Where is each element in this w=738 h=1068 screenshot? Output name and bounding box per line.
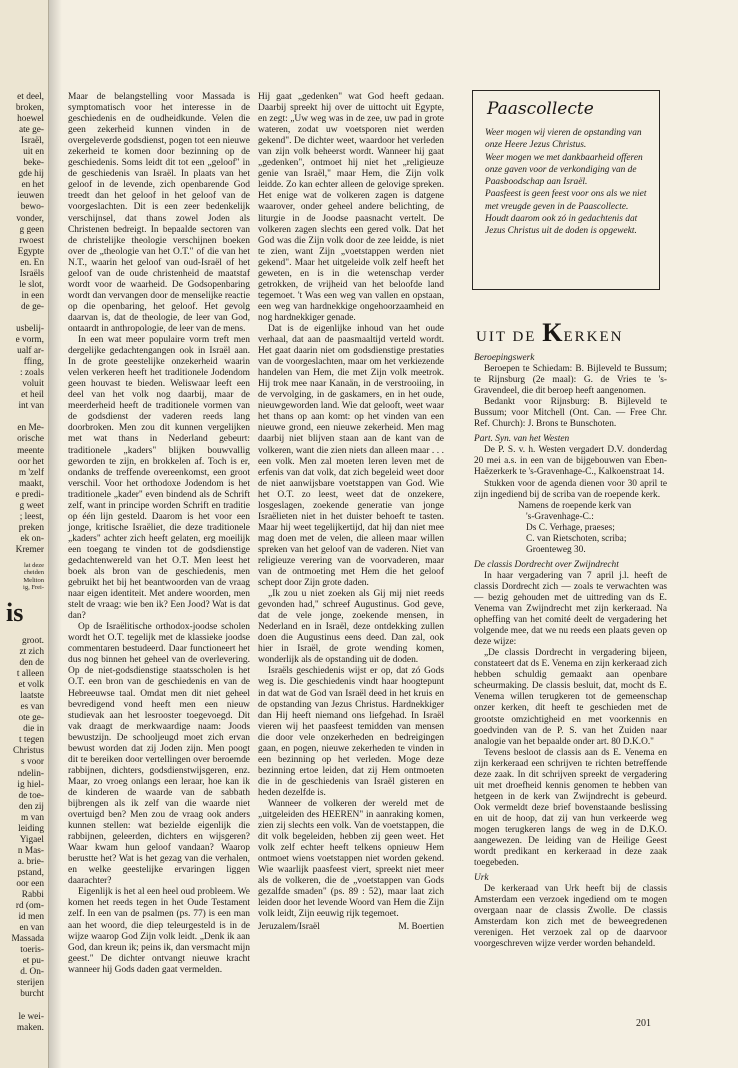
fragment-line: ; leest, — [19, 511, 44, 522]
fragment-line: Egypte — [17, 246, 44, 257]
paragraph: Bedankt voor Rijnsburg: B. Bijleveld te Bussum; voor Mitchell (Ont. Can. — Free Chr. Ref. Church): J. Brons te Bunschoten. — [474, 397, 667, 430]
fragment-line — [0, 313, 44, 324]
fragment-line: m van — [21, 812, 44, 823]
fragment-line: en het — [21, 180, 44, 191]
fragment-line: sterijen — [16, 978, 44, 989]
paragraph: Beroepen te Schiedam: B. Bijleveld te Bussum; te Rijnsburg (2e maal): G. de Vries te 's-Gravendeel, die dit beroep heeft aangenomen. — [474, 364, 667, 397]
paragraph: Op de Israëlitische orthodox-joodse scholen wordt het O.T. tegelijk met de klassieke joodse commentaren bestudeerd. Daar functioneert het dus nog binnen het geheel van de overlevering. Op de niet-godsdienstige staatsscholen is het O.T. een bron van de geschiedenis en van de Hebreeuwse taal. Omdat men dit niet geheel bevredigend vond heeft men een nieuw studievak aan het lesrooster toegevoegd. Dit vak draagt de merkwaardige naam: Joods bewustzijn. De schooljeugd moet zich ervan bewust worden dat zij Joden zijn. Men poogt dit te bereiken door vertellingen over beroemde rabbijnen, dichters, godsdienstwijsgeren, enz. Maar, zo vroeg onlangs een leraar, hoe kan ik de kinderen de waarde van de sabbath bijbrengen als ik zelf van die waarde niet overtuigd ben? Men zou de vraag ook anders kunnen stellen: wat bezielde eigenlijk die rabbijnen, geleerden, dichters en wijsgeren? Waar kwam hun geloof vandaan? Waarop berustte het? Wat is het gezag van die verhalen, en welke geestelijke ervaringen liggen daarachter? — [68, 622, 250, 887]
fragment-line: bewo- — [20, 202, 44, 213]
fragment-line: et heil — [21, 390, 44, 401]
fragment-line: burcht — [20, 989, 44, 1000]
fragment-line: Massada — [11, 934, 44, 945]
fragment-line: orische — [17, 434, 44, 445]
fragment-line: oor een — [16, 879, 44, 889]
fragment-line: en Me- — [17, 423, 44, 434]
paragraph: Stukken voor de agenda dienen voor 30 april te zijn ingediend bij de scriba van de roepende kerk. — [474, 478, 667, 500]
fragment-line: n Mas- — [17, 845, 44, 856]
paragraph: In een wat meer populaire vorm treft men dergelijke gedachtengangen ook in Israël aan. In de grote geestelijke onzekerheid waarin velen verkeren heeft het traditionele Jodendom geen houvast te bieden. Weliswaar leeft een deel van het volk nog daarbij, maar de meerderheid heeft de traditionele vormen van de godsdienst der vaderen reeds lang doorbroken. Men zou dit kunnen vergelijken met wat thans in Nederland gebeurt: traditionele „kaders" blijken bouwvallig geworden te zijn, en brokkelen af. Toch is er, ondanks de treffende overeenkomst, een groot verschil. Voor het orthodoxe Jodendom is het traditionele „kader" even bindend als de Schrift zelf, want in principe worden Schrift en traditie op één lijn gesteld. Daarom is het voor een jonge, kritische Israëliet, die deze traditionele „kaders" achter zich heeft gelaten, erg moeilijk een toegang te vinden tot de godsdienstige gedachtenwereld van het O.T. Men leest het boek als bron van de geschiedenis, men gebruikt het bij het beantwoorden van de vraag naar eigen identiteit. Met andere woorden, men stelt de vraag: wie ben ik? Een Jood? Wat is dat dan? — [68, 335, 250, 622]
fragment-line: et pu- — [22, 956, 44, 967]
box-line: Weer mogen wij vieren de opstanding van onze Heere Jezus Christus. — [485, 128, 642, 151]
fragment-line: : zoals — [19, 368, 44, 379]
fragment-line: ffing, — [23, 357, 44, 368]
fragment-line: oor het — [17, 456, 44, 467]
fragment-line: Meliton — [23, 576, 44, 584]
paragraph: De P. S. v. h. Westen vergadert D.V. donderdag 20 mei a.s. in een van de bijgebouwen van Eben-Haëzerkerk te 's-Gravenhage-C., Kalkoenstraat 14. — [474, 445, 667, 478]
fragment-line: beke- — [23, 158, 44, 169]
fragment-line: en. En — [20, 257, 44, 268]
fragment-line: es van — [20, 702, 44, 713]
paragraph: Dat is de eigenlijke inhoud van het oude verhaal, dat aan de paasmaaltijd verteld wordt. Het gaat daarin niet om godsdienstige prestaties van de voorgeslachten, maar om het verkiezende handelen van Hem, die met Zijn volk meetrok. Hij trok mee naar Kanaän, in de verstrooiing, in de vervolging, in de gaskamers, en in het oude, nieuwgeworden land. Wie dat gelooft, weet waar het thans op aan komt: op het vinden van een nieuwe grond, een nieuwe zekerheid. Men mag daarbij niet blijven staan aan de kant van de volkeren, want die zien niets dan alleen maar . . . een volk. Men zal moeten leren leven met de erfenis van dat volk, dat zich begeleid weet door de niet aanwijsbare voetstappen van God. Wie het O.T. zo leest, weet dat de onzekere, losgeslagen, zoekende generatie van jonge Israëlieten niet in het duister behoeft te tasten. Maar hij weet tegelijkertijd, dat hij dan niet mee mag doen met de velen, die alleen maar willen spreken van het geloof van de vaderen. Niet van religieuze verering van de voorvaderen, maar van de ontmoeting met Hem die het geloof schept door Zijn grote daden. — [258, 323, 444, 589]
fragment-line: toeris- — [20, 945, 44, 956]
fragment-line: meente — [17, 445, 44, 456]
fragment-line: e vorm, — [15, 335, 44, 346]
signature-author: M. Boertien — [398, 921, 444, 932]
fragment-line: ieuwen — [17, 191, 44, 202]
fragment-line — [0, 412, 44, 423]
fragment-line: Christus — [13, 746, 44, 757]
fragment-line: m 'zelf — [18, 467, 44, 478]
fragment-line: die in — [23, 724, 44, 735]
section-heading-uit-de-kerken — [476, 318, 676, 348]
fragment-line: Israël, — [21, 136, 44, 147]
box-line: Weer mogen we met dankbaarheid offeren onze gaven voor de verkondiging van de Paasboodschap aan Israël. — [485, 152, 643, 188]
subheading: Part. Syn. van het Westen — [474, 434, 570, 445]
paragraph: „Ik zou u niet zoeken als Gij mij niet reeds gevonden had," schreef Augustinus. God geve, dat de vele jonge, zoekende mensen, in Nederland en in Israël, deze ontdekking zullen doen die Augustinus eens deed. Dan zal, ook hier in Israël, de grote wending komen, wonderlijk als de opstanding uit de doden. — [258, 589, 444, 666]
fragment-line: preken — [18, 522, 44, 533]
fragment-line: gde hij — [18, 169, 44, 180]
heading-part: UIT DE — [476, 329, 543, 345]
fragment-line: hoewel — [17, 114, 44, 125]
address-line: Groenteweg 30. — [526, 544, 586, 555]
fragment-line: den de — [19, 658, 44, 669]
article-signature — [258, 922, 444, 933]
box-line: Paasfeest is geen feest voor ons als we niet met vreugde geven in de Paascollecte. — [485, 189, 647, 212]
address-line: C. van Rietschoten, scriba; — [526, 533, 627, 544]
heading-initial: K — [542, 318, 564, 347]
fragment-line: g weet — [19, 500, 44, 511]
fragment-line: broken, — [15, 103, 44, 114]
fragment-line: Israëls — [19, 268, 44, 279]
fragment-line — [0, 1001, 44, 1012]
paascollecte-box — [472, 90, 660, 290]
fragment-line: de ge- — [21, 301, 44, 312]
fragment-line: int van — [18, 401, 44, 412]
box-title: Paascollecte — [487, 99, 594, 119]
fragment-line: in een — [21, 290, 44, 301]
fragment-line: et volk — [18, 680, 44, 691]
previous-page-fragment — [0, 0, 49, 1068]
box-line: Houdt daarom ook zó in gedachtenis dat Jezus Christus uit de doden is opgewekt. — [485, 214, 638, 237]
fragment-line: e predi- — [15, 489, 44, 500]
signature-place: Jeruzalem/Israël — [258, 921, 320, 932]
fragment-line: ate ge- — [18, 125, 44, 136]
paragraph: Maar de belangstelling voor Massada is symptomatisch voor het interesse in de geschiedenis en de oudheidkunde. Velen die geen zekerheid kunnen vinden in de overgeleverde godsdienst, pogen tot een nieuwe zekerheid te komen door bezinning op de geschiedenis. Soms leidt dit tot een „geloof" in de geschiedenis van Israël. In plaats van het geloof in de levende, zich openbarende God treedt dan het geloof in het geloof van de voorgeslachten. Dit is een zeer bedenkelijk verschijnsel, dat thans zowel Joden als Christenen bedreigt. In bepaalde sectoren van de christelijke theologie verschijnen boeken over de „theologie van het O.T." of die van het N.T., waarin het geloof van oud-Israël of het geloof van de oude christenheid de maatstaf wordt voor de waarheid. De Godsopenbaring wordt dan vervangen door de menselijke reactie op die openbaring, het geloof. Het gevolg daarvan is, dat de theologie, de leer van God, ontaardt in anthropologie, de leer van de mens. — [68, 92, 250, 334]
address-line: Namens de roepende kerk van — [518, 500, 632, 511]
fragment-line: le wei- — [18, 1011, 44, 1022]
fragment-line: d. On- — [20, 967, 44, 978]
page-number: 201 — [636, 1018, 651, 1029]
address-line: Ds C. Verhage, praeses; — [526, 522, 615, 533]
paragraph: Hij gaat „gedenken" wat God heeft gedaan. Daarbij spreekt hij over de uittocht uit Egypte, en zegt: „Uw weg was in de zee, uw pad in grote wateren, zodat uw voetsporen niet werden gekend". De dichter weet, waardoor het verleden van zijn volk beheerst wordt. Wanneer hij gaat „gedenken", ontmoet hij niet het „religieuze genie van Israël," maar Hem, die Zijn volk leidde. Zo kan echter alleen de gelovige spreken. Het enige wat de volkeren zagen is datgene waarover, onder geheel andere belichting, de liturgie in de Joodse paasnacht vertelt. De volkeren zagen slechts een gered volk. Dat het God was die Zijn volk door de zee leidde, is niet te zien, want Zijn „voetstappen werden niet gekend". Maar het uitgeleide volk zelf heeft het geweten, en is in die wetenschap verder getrokken, de vrijheid van het beloofde land tegemoet. 't Was een weg van vallen en opstaan, een weg van hardnekkige ongehoorzaamheid en nog hardnekkiger genade. — [258, 92, 444, 323]
article-column-2 — [258, 92, 444, 933]
fragment-line: usbelij- — [16, 323, 44, 334]
fragment-line: id men — [18, 912, 44, 923]
fragment-line: cheiden — [23, 569, 44, 577]
fragment-line: t tegen — [18, 735, 44, 746]
fragment-line: de toe- — [18, 790, 44, 801]
fragment-line: ote ge- — [18, 713, 44, 724]
heading-part: ERKEN — [563, 329, 624, 345]
fragment-line: maken. — [16, 1022, 44, 1033]
fragment-line: t alleen — [16, 669, 44, 680]
fragment-line: uit en — [23, 147, 44, 158]
fragment-line: rwoest — [19, 235, 44, 246]
fragment-line: rd (om- — [15, 901, 44, 912]
address-line: 's-Gravenhage-C.: — [526, 511, 594, 522]
paragraph: Eigenlijk is het al een heel oud probleem. We komen het reeds tegen in het Oude Testament zelf. In een van de psalmen (ps. 77) is een man aan het woord, die diep teleurgesteld is in de wijze waarop God Zijn volk leidt. „Denk ik aan God, dan kreun ik; peins ik, dan versmacht mijn geest." De dichter ontvangt nieuwe kracht wanneer hij Gods daden gaat vermelden. — [68, 887, 250, 975]
fragment-line: ig, Frei- — [23, 584, 44, 592]
fragment-line: ndelin- — [17, 768, 44, 779]
fragment-line: ek on- — [20, 533, 44, 544]
paragraph: In haar vergadering van 7 april j.l. heeft de classis Dordrecht zich — zoals te verwachten was — bezig gehouden met de uittreding van ds E. Venema van Zwijndrecht met zijn kerkeraad. Na opheffing van het comité deelt de vergadering het volgende mee, dat we nu reeds een plaats geven op deze wijze: — [474, 570, 667, 648]
fragment-heading: is — [6, 597, 24, 627]
subheading: Urk — [474, 873, 489, 884]
fragment-line: ig hiel- — [17, 779, 44, 790]
fragment-lines — [0, 92, 44, 1034]
fragment-line: vonder, — [16, 213, 44, 224]
fragment-line: et deel, — [17, 92, 44, 102]
fragment-line: voluit — [22, 379, 44, 390]
subheading: De classis Dordrecht over Zwijndrecht — [474, 559, 619, 570]
fragment-line: g geen — [19, 224, 44, 235]
fragment-line: leiding — [18, 823, 44, 834]
paragraph: Israëls geschiedenis wijst er op, dat zó Gods weg is. Die geschiedenis vindt haar hoogtepunt in dat wat de God van Israël deed in het kruis en de opstanding van Jezus Christus. Hardnekkiger dan Hij heeft niemand ons liefgehad. In Israël vieren wij het paasfeest temidden van mensen die door vele onzekerheden en bedreigingen gaan, en pogen, nieuwe zekerheden te vinden in een bezinning op het verleden. Moge deze bezinning ertoe leiden, dat zij Hem ontmoeten die in de geschiedenis van Israël gisteren en heden dezelfde is. — [258, 666, 444, 798]
fragment-line: Yigael — [19, 834, 44, 845]
fragment-line: Kremer — [15, 544, 44, 555]
page-fold-shadow — [48, 0, 62, 1068]
fragment-block-top — [0, 92, 44, 556]
fragment-block-bottom — [0, 636, 44, 1034]
fragment-footnote — [0, 562, 44, 592]
fragment-line: a. brie- — [17, 856, 44, 867]
fragment-line: maakt, — [18, 478, 44, 489]
fragment-line: en van — [19, 923, 44, 934]
fragment-line: s voor — [21, 757, 44, 768]
fragment-line: den zij — [18, 801, 44, 812]
fragment-line: lat deze — [23, 561, 44, 569]
paragraph: Wanneer de volkeren der wereld met de „uitgeleiden des HEEREN" in aanraking komen, zien zij slechts een volk. Van de voetstappen, die dit volk begeleiden, hebben zij geen weet. Het volk zelf echter heeft telkens opnieuw Hem ontmoet wiens voetstappen niet worden gekend. Wie waarlijk paasfeest viert, spreekt niet meer als de volkeren, die de „voetstappen van Gods gezalfde smaden" (ps. 89 : 52), maar laat zich leiden door het levende Woord van Hem die Zijn volk leidt, Zijn eeuwig rijk tegemoet. — [258, 799, 444, 920]
paragraph: „De classis Dordrecht in vergadering bijeen, constateert dat ds E. Venema en zijn kerkeraad zich hebben schuldig gemaakt aan openbare scheurmaking. De classis besluit, dat, mocht ds E. Venema willen terugkeren tot de gemeenschap onzer kerken, dit heeft te geschieden met de grootste omzichtigheid en met voorkennis en goedvinden van de P. S. van het Zuiden naar analogie van het bepaalde onder art. 80 D.K.O." — [474, 648, 667, 747]
paragraph: Tevens besloot de classis aan ds E. Venema en zijn kerkeraad een schrijven te richten betreffende deze zaak. In dit schrijven spreekt de vergadering uit met droefheid kennis genomen te hebben van hetgeen in de kerk van Zwijndrecht is gebeurd. Ook vermeldt deze brief bovenstaande beslissing en uit de hoop, dat zij van hun verkeerde weg mogen terugkeren langs de weg in de D.K.O. aangewezen. De leiding van de Heilige Geest wordt predikant en kerkeraad in deze zaak toegebeden. — [474, 747, 667, 869]
fragment-line: laatste — [20, 691, 44, 702]
fragment-line: Rabbi — [21, 890, 44, 901]
fragment-line: ualf ar- — [17, 346, 44, 357]
paragraph: De kerkeraad van Urk heeft bij de classis Amsterdam een verzoek ingediend om te mogen overgaan naar de classis Zwolle. De classis Amsterdam kon zich met de beweegredenen verenigen. Het verzoek zal op de daarvoor voorgeschreven wijze verder worden behandeld. — [474, 884, 667, 950]
fragment-line: zt zich — [19, 647, 44, 658]
article-column-1 — [68, 92, 250, 976]
kerken-column — [474, 353, 667, 950]
subheading: Beroepingswerk — [474, 353, 535, 363]
fragment-line: le slot, — [19, 279, 44, 290]
fragment-line: pstand, — [17, 867, 44, 878]
fragment-line: groot. — [22, 635, 44, 646]
